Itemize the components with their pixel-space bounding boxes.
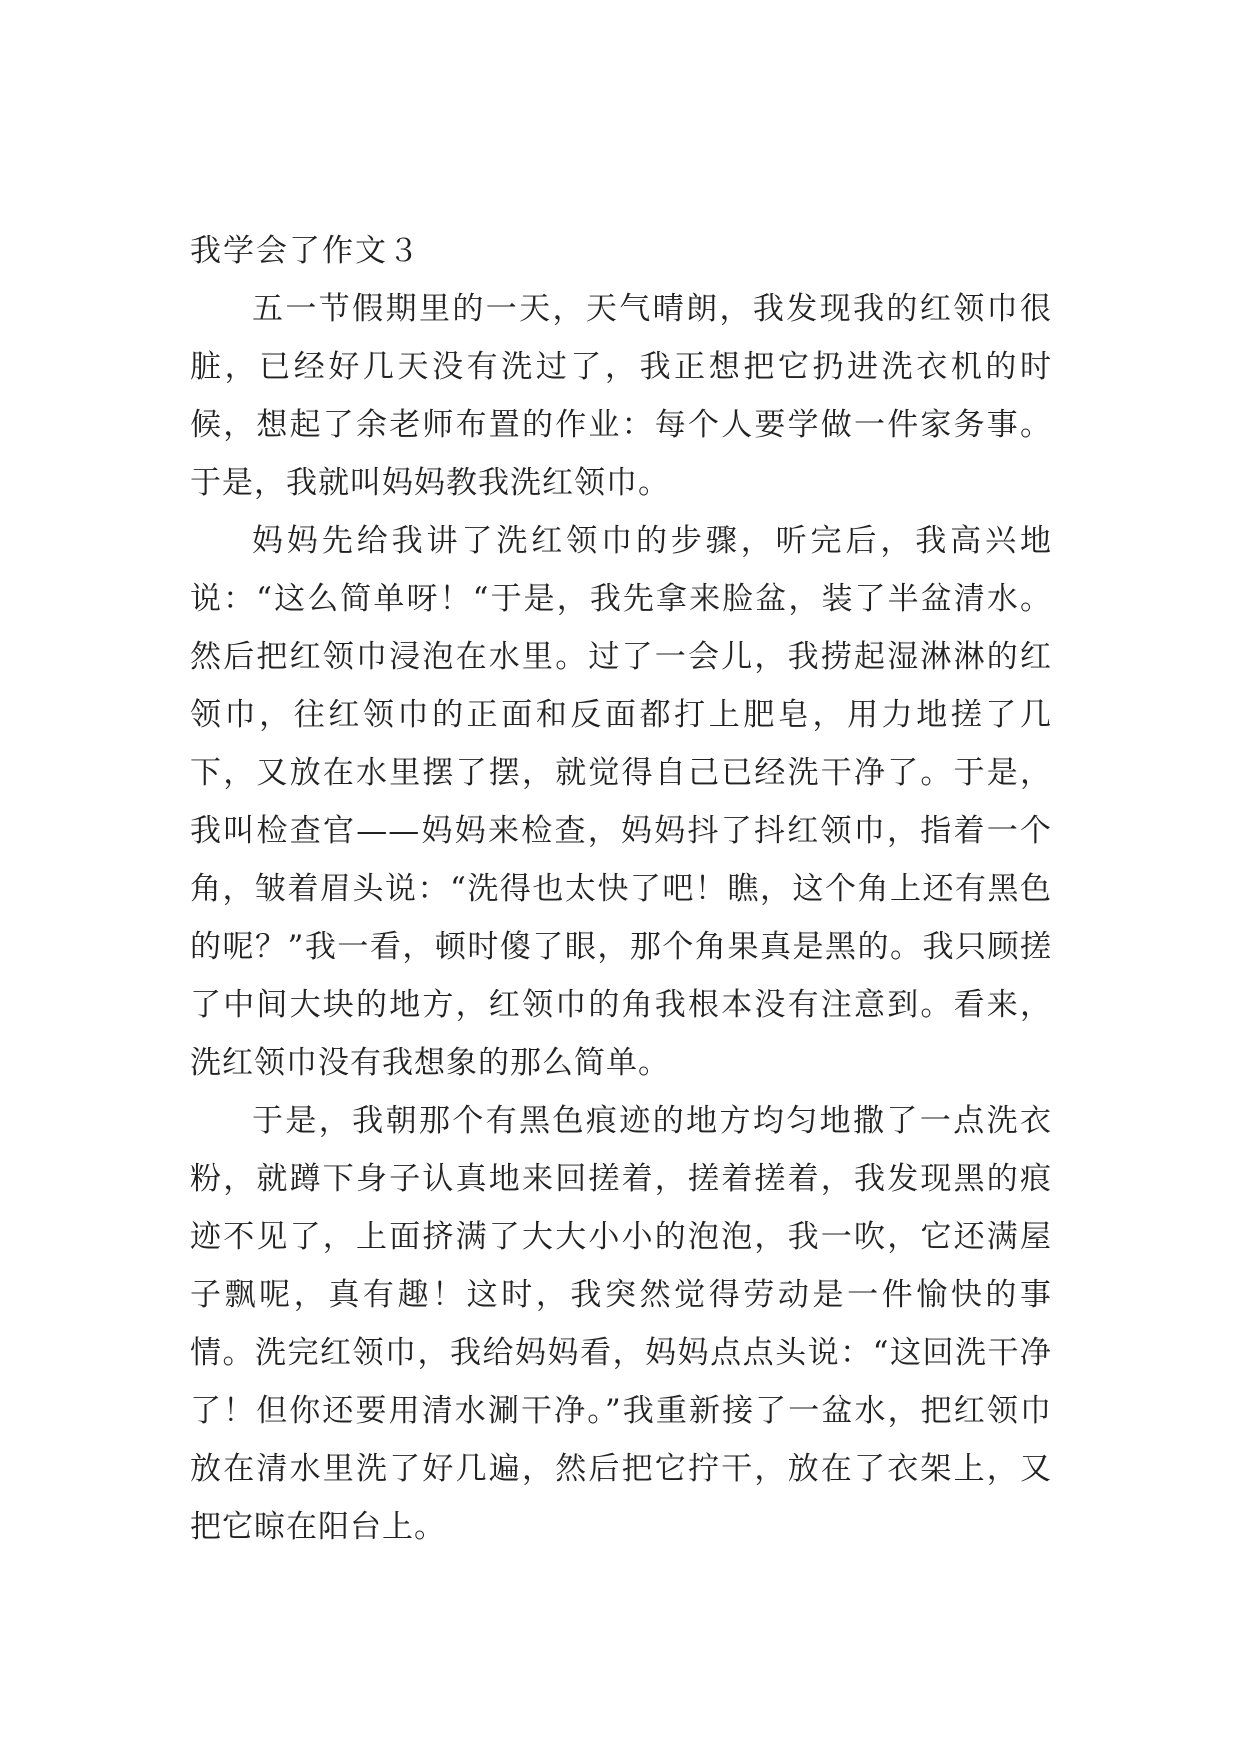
essay-title: 我学会了作文３ <box>190 233 421 269</box>
paragraph-3: 于是，我朝那个有黑色痕迹的地方均匀地撒了一点洗衣粉，就蹲下身子认真地来回搓着，搓着搓着，我发现黑的痕迹不见了，上面挤满了大大小小的泡泡，我一吹，它还满屋子飘呢，真有趣！这时，我突然觉得劳动是一件愉快的事情。洗完红领巾，我给妈妈看，妈妈点点头说：“这回洗干净了！但你还要用清水涮干净。”我重新接了一盆水，把红领巾放在清水里洗了好几遍，然后把它拧干，放在了衣架上，又把它晾在阳台上。 <box>190 1103 1052 1545</box>
document-body <box>190 222 1052 1556</box>
paragraph-1: 五一节假期里的一天，天气晴朗，我发现我的红领巾很脏，已经好几天没有洗过了，我正想把它扔进洗衣机的时候，想起了余老师布置的作业：每个人要学做一件家务事。于是，我就叫妈妈教我洗红领巾。 <box>190 291 1052 501</box>
paragraph-2: 妈妈先给我讲了洗红领巾的步骤，听完后，我高兴地说：“这么简单呀！“于是，我先拿来脸盆，装了半盆清水。然后把红领巾浸泡在水里。过了一会儿，我捞起湿淋淋的红领巾，往红领巾的正面和反面都打上肥皂，用力地搓了几下，又放在水里摆了摆，就觉得自己已经洗干净了。于是，我叫检查官——妈妈来检查，妈妈抖了抖红领巾，指着一个角，皱着眉头说：“洗得也太快了吧！瞧，这个角上还有黑色的呢？”我一看，顿时傻了眼，那个角果真是黑的。我只顾搓了中间大块的地方，红领巾的角我根本没有注意到。看来，洗红领巾没有我想象的那么简单。 <box>190 523 1052 1081</box>
